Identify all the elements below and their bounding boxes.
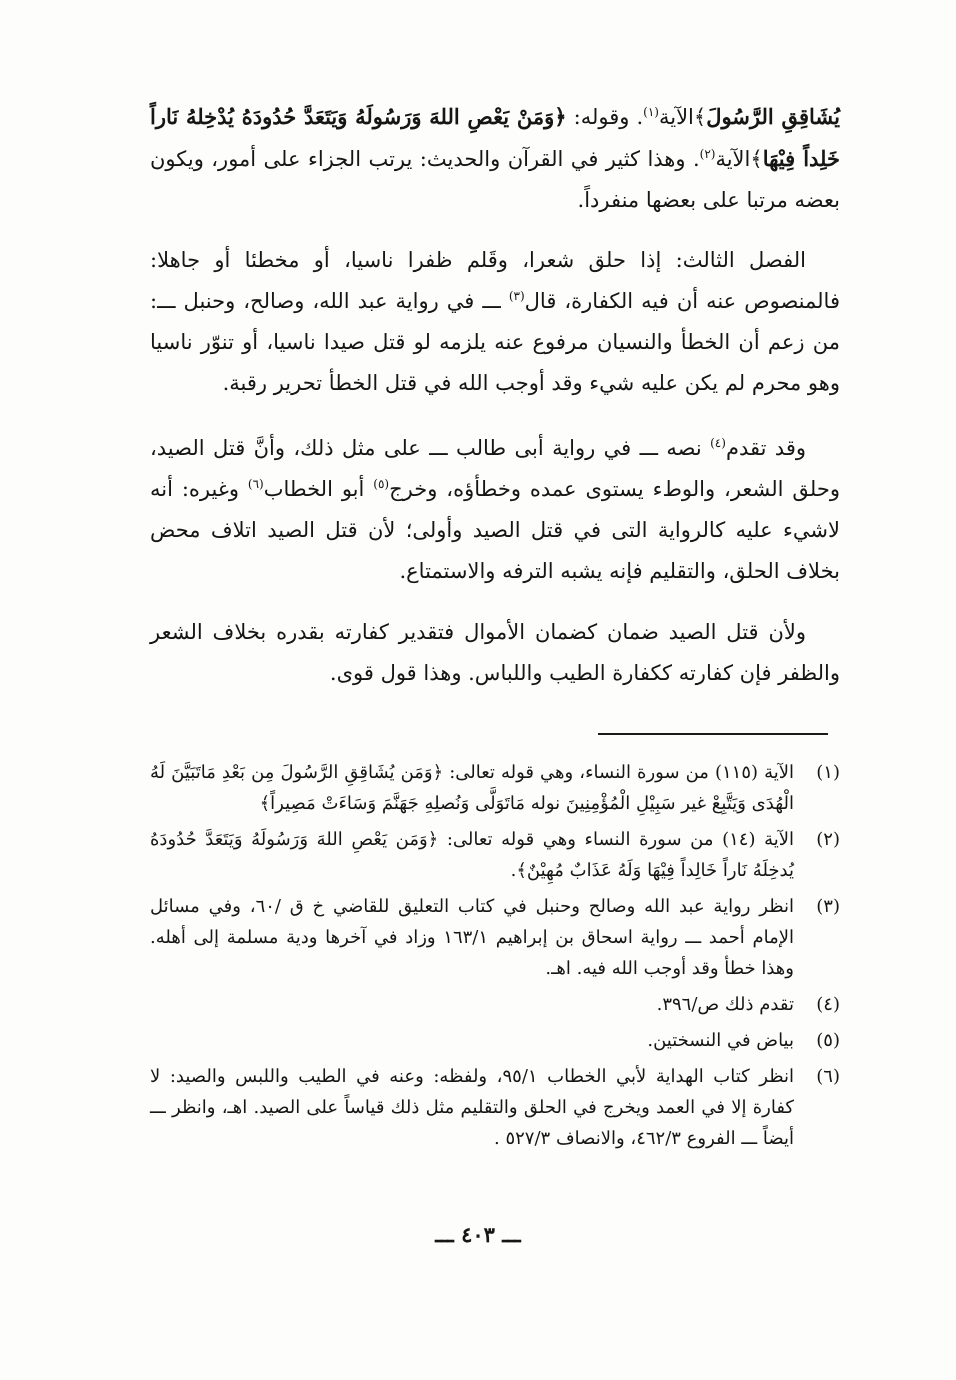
paragraph-text: [150, 96, 840, 221]
footnote-3: [150, 891, 840, 984]
paragraph-4: [150, 612, 840, 694]
text-run: الفصل الثالث: إذا حلق شعرا، وقَلم ظفرا ناسيا، أو مخطئا أو جاهلا: فالمنصوص عنه أن فيه الكفارة، قال: [150, 248, 840, 313]
footnote-5: [150, 1025, 840, 1056]
text-run: وقد تقدم: [725, 436, 807, 460]
text-run: أبو الخطاب: [263, 477, 374, 501]
footnote-2: [150, 824, 840, 886]
text-run: وغيره: أنه لاشيء عليه كالرواية التى في قتل الصيد وأولى؛ لأن قتل الصيد اتلاف محض بخلاف الحلق، والتقليم فإنه يشبه الترفه والاستمتاع.: [150, 477, 840, 583]
footnote-4: [150, 989, 840, 1020]
footnote-number: (٥): [816, 1030, 840, 1051]
quran-quote: ﴿وَمَنْ يَعْصِ اللهَ وَرَسُولَهُ وَيَتَعَدَّ حُدُودَهُ يُدْخِلهُ نَاراً خَلِداً فِيْهَا: [150, 104, 840, 171]
footnote-6: [150, 1061, 840, 1154]
footnotes: [150, 757, 840, 1159]
paragraph-text: [150, 428, 840, 592]
text-run: . وقوله:: [566, 105, 644, 129]
footnote-text: الآية (١١٥) من سورة النساء، وهي قوله تعالى: ﴿وَمَن يُشَاقِقِ الرَّسُولَ مِن بَعْدِ مَاتَبَيَّنَ لَهُ الْهُدَى وَيَتَّبِعْ غير سَبِيْلِ الْمُؤْمِنِينَ نوله مَاتَوَلَّى وَنُصلِهِ جَهَنَّمَ وَسَاءَتْ مَصِيراً﴾: [150, 762, 795, 814]
page-number: ـــ ٤٠٣ ـــ: [435, 1222, 521, 1247]
text-run: . وهذا كثير في القرآن والحديث: يرتب الجزاء على أمور، ويكون بعضه مرتبا على بعضها منفرداً.: [150, 147, 840, 212]
footnote-ref-2[interactable]: (٢): [699, 147, 716, 161]
footnote-ref-3[interactable]: (٣): [508, 289, 525, 303]
paragraph-3: [150, 428, 840, 592]
footnote-text: انظر رواية عبد الله وصالح وحنبل في كتاب التعليق للقاضي خ ق /٦٠، وفي مسائل الإمام أحمد ـــ رواية اسحاق بن إبراهيم ١٦٣/١ وزاد في آخرها ودية مسلمة إلى أهله. وهذا خطأ وقد أوجب الله فيه. اهـ.: [150, 896, 794, 979]
footnote-text: انظر كتاب الهداية لأبي الخطاب ٩٥/١، ولفظه: وعنه في الطيب واللبس والصيد: لا كفارة إلا في العمد ويخرج في الحلق والتقليم مثل ذلك قياساً على الصيد. اهـ، وانظر ـــ أيضاً ـــ الفروع ٤٦٢/٣، والانصاف ٥٢٧/٣ .: [150, 1066, 794, 1149]
footnote-number: (٦): [816, 1066, 840, 1087]
text-run: ﴾الآية: [715, 147, 763, 171]
paragraph-1: [150, 96, 840, 221]
footnote-1: [150, 757, 840, 819]
footnote-separator: [598, 733, 828, 735]
footnote-number: (٢): [816, 829, 840, 850]
paragraph-text: ولأن قتل الصيد ضمان كضمان الأموال فتقدير كفارته بقدره بخلاف الشعر والظفر فإن كفارته ككفارة الطيب واللباس. وهذا قول قوى.: [150, 620, 840, 685]
footnote-number: (٣): [816, 896, 840, 917]
footnote-text: الآية (١٤) من سورة النساء وهي قوله تعالى: ﴿وَمَن يَعْصِ اللهَ وَرَسُولَهُ وَيَتَعَدَّ حُدُودَهُ يُدخِلَهُ نَاراً خَالِداً فِيْهَا وَلَهُ عَذَابٌ مُهِيْنٌ﴾.: [150, 829, 795, 881]
footnote-text: تقدم ذلك ص/٣٩٦.: [656, 994, 794, 1015]
quran-fragment: يُشَاقِقِ الرَّسُولَ: [706, 104, 840, 129]
footnote-number: (١): [816, 762, 840, 783]
text-run: نصه ـــ في رواية أبى طالب ـــ على مثل ذلك، وأنَّ قتل الصيد، وحلق الشعر، والوطء يستوى عمده وخطأؤه، وخرج: [150, 436, 841, 501]
footnote-number: (٤): [816, 994, 840, 1015]
footnote-ref-4[interactable]: (٤): [710, 436, 726, 450]
footnote-ref-6[interactable]: (٦): [247, 477, 264, 491]
paragraph-2: [150, 240, 840, 404]
paragraph-text: [150, 240, 840, 404]
footnote-ref-5[interactable]: (٥): [373, 477, 390, 491]
footnote-ref-1[interactable]: (١): [643, 105, 659, 119]
text-run: ـــ في رواية عبد الله، وصالح، وحنبل ـــ: من زعم أن الخطأ والنسيان مرفوع عنه يلزمه لو قتل صيدا ناسيا، أو تنوّر ناسيا وهو محرم لم يكن عليه شيء وقد أوجب الله في قتل الخطأ تحرير رقبة.: [150, 289, 840, 395]
text-run: ﴾الآية: [658, 105, 707, 129]
footnote-text: بياض في النسختين.: [647, 1030, 794, 1051]
